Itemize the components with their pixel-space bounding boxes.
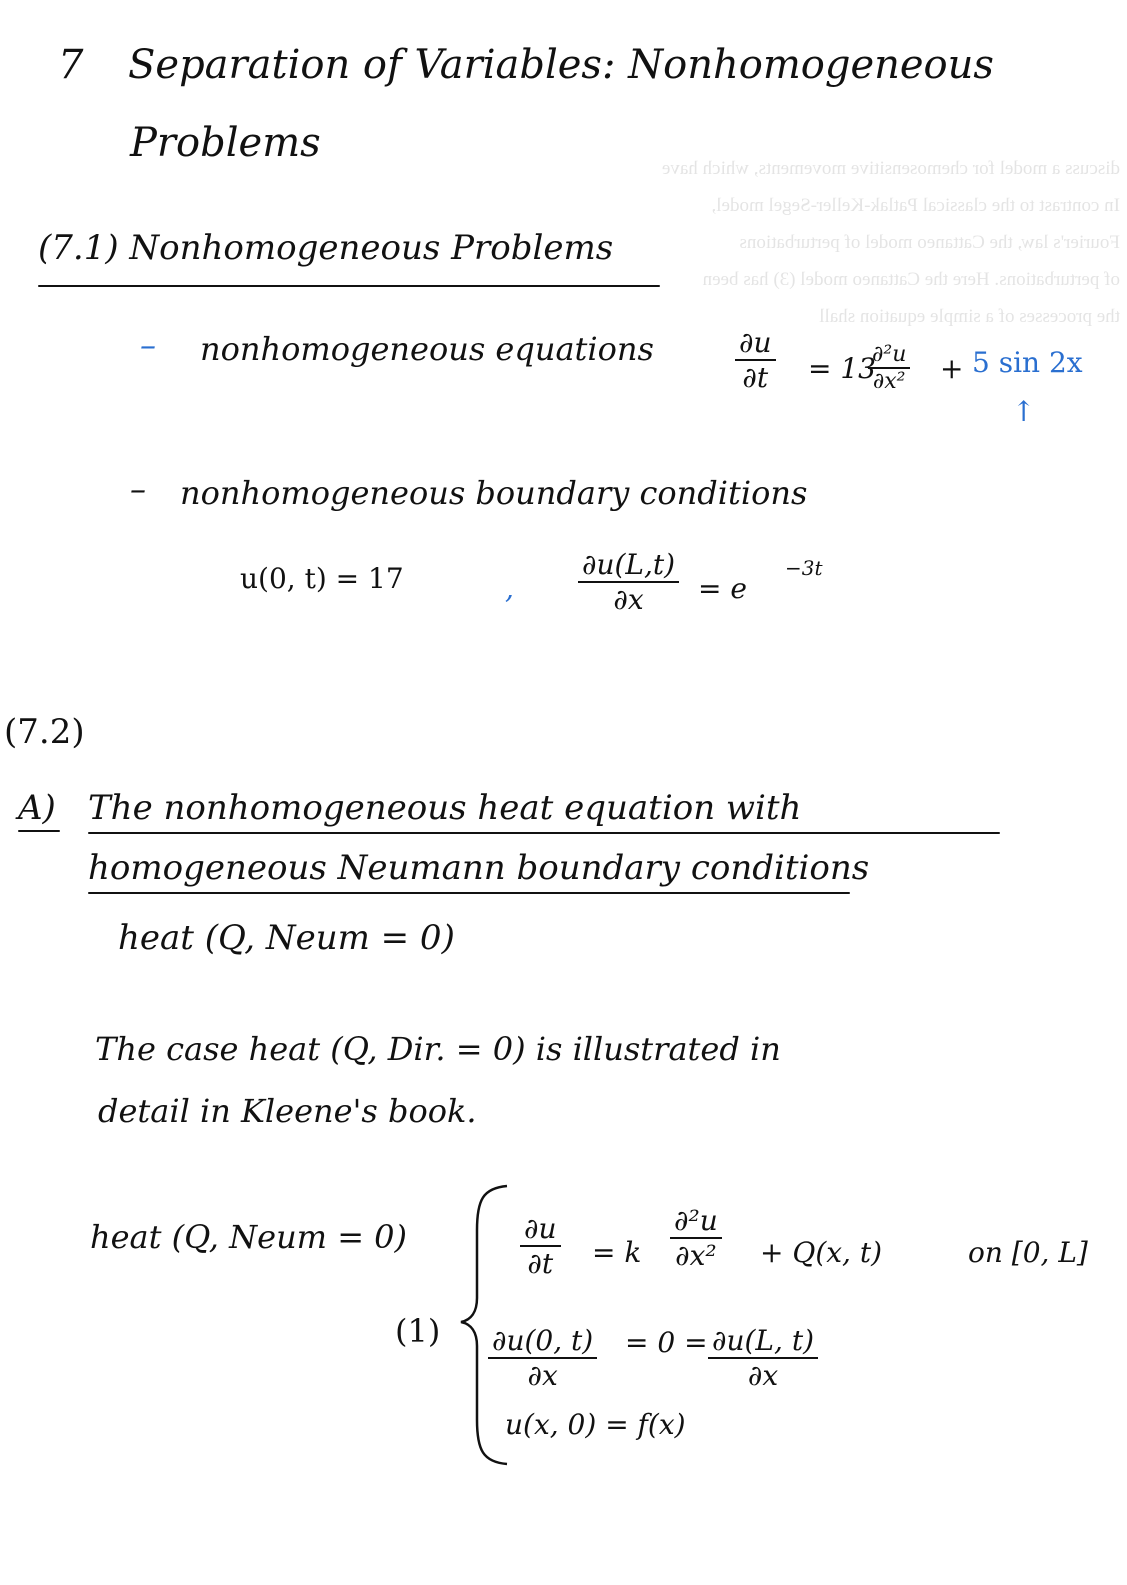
eq1-lhs-fraction bbox=[520, 1212, 561, 1280]
bullet1-plus: + bbox=[940, 352, 964, 385]
eq3: u(x, 0) = f(x) bbox=[505, 1408, 686, 1441]
bullet1-text: nonhomogeneous equations bbox=[200, 330, 654, 368]
bc2-den: ∂x bbox=[613, 583, 644, 616]
eq1-rhs-den: ∂x² bbox=[675, 1239, 717, 1272]
eq2-right-num: ∂u(L, t) bbox=[708, 1324, 818, 1359]
bullet1-rhs-num: ∂²u bbox=[868, 342, 910, 369]
bc2-fraction bbox=[578, 548, 679, 616]
eq2-left-num: ∂u(0, t) bbox=[488, 1324, 597, 1359]
eq2-right-fraction bbox=[708, 1324, 818, 1392]
section-7-1-heading: (7.1) Nonhomogeneous Problems bbox=[38, 228, 614, 268]
part-A-line2-underline bbox=[88, 892, 850, 894]
part-A-line1-underline bbox=[88, 832, 1000, 834]
eq1-rhs-fraction bbox=[670, 1204, 722, 1272]
bc-comma: , bbox=[505, 572, 514, 605]
bullet1-dash: – bbox=[140, 326, 156, 364]
part-A-line1: The nonhomogeneous heat equation with bbox=[88, 788, 802, 828]
eq1-domain: on [0, L] bbox=[968, 1236, 1088, 1269]
section-7-2-label: (7.2) bbox=[4, 712, 85, 752]
eq1-lhs-den: ∂t bbox=[527, 1247, 554, 1280]
bc1: u(0, t) = 17 bbox=[240, 562, 404, 595]
eq2-left-fraction bbox=[488, 1324, 597, 1392]
eq2-right-den: ∂x bbox=[747, 1359, 779, 1392]
section-7-1-underline bbox=[38, 285, 660, 287]
bullet1-forcing-term: 5 sin 2x bbox=[972, 346, 1083, 379]
bc2-rhs: = e bbox=[698, 572, 747, 605]
chapter-number: 7 bbox=[58, 42, 84, 88]
bullet2-dash: – bbox=[130, 470, 146, 508]
system-number: (1) bbox=[395, 1312, 441, 1350]
case-line2: detail in Kleene's book. bbox=[98, 1092, 477, 1130]
eq1-rhs-num: ∂²u bbox=[670, 1204, 722, 1239]
bullet1-rhs-fraction bbox=[868, 342, 910, 394]
bullet1-lhs-den: ∂t bbox=[742, 361, 769, 394]
bullet1-lhs-num: ∂u bbox=[735, 326, 776, 361]
bullet2-text: nonhomogeneous boundary conditions bbox=[180, 474, 808, 512]
eq1-lhs-num: ∂u bbox=[520, 1212, 561, 1247]
bc2-exponent: −3t bbox=[785, 556, 823, 580]
system-name: heat (Q, Neum = 0) bbox=[90, 1218, 408, 1256]
bullet1-lhs-fraction bbox=[735, 326, 776, 394]
part-A-label: A) bbox=[18, 788, 56, 828]
eq1-mid: = k bbox=[592, 1236, 642, 1269]
part-A-line3: heat (Q, Neum = 0) bbox=[118, 918, 455, 958]
chapter-title-line1: Separation of Variables: Nonhomogeneous bbox=[128, 42, 994, 88]
chapter-title-line2: Problems bbox=[130, 120, 321, 166]
bc2-num: ∂u(L,t) bbox=[578, 548, 679, 583]
bullet1-arrow: ↑ bbox=[1012, 395, 1036, 428]
bullet1-eq-coef: = 13 bbox=[808, 352, 876, 385]
part-A-label-underline bbox=[18, 830, 60, 832]
part-A-line2: homogeneous Neumann boundary conditions bbox=[88, 848, 870, 888]
eq2-mid: = 0 = bbox=[625, 1326, 708, 1359]
bullet1-rhs-den: ∂x² bbox=[872, 369, 906, 394]
eq2-left-den: ∂x bbox=[527, 1359, 558, 1392]
case-line1: The case heat (Q, Dir. = 0) is illustrated in bbox=[95, 1030, 781, 1068]
eq1-tail: + Q(x, t) bbox=[760, 1236, 883, 1269]
bleed-through-text: discuss a model for chemosensitive movements, which have In contrast to the classical Patlak-Keller-Segel model, Fourier's law, the Cattaneo model of perturbations of perturbations. Here the Cattaneo model (3) has been the processes of a simple equation shall bbox=[661, 158, 1120, 327]
